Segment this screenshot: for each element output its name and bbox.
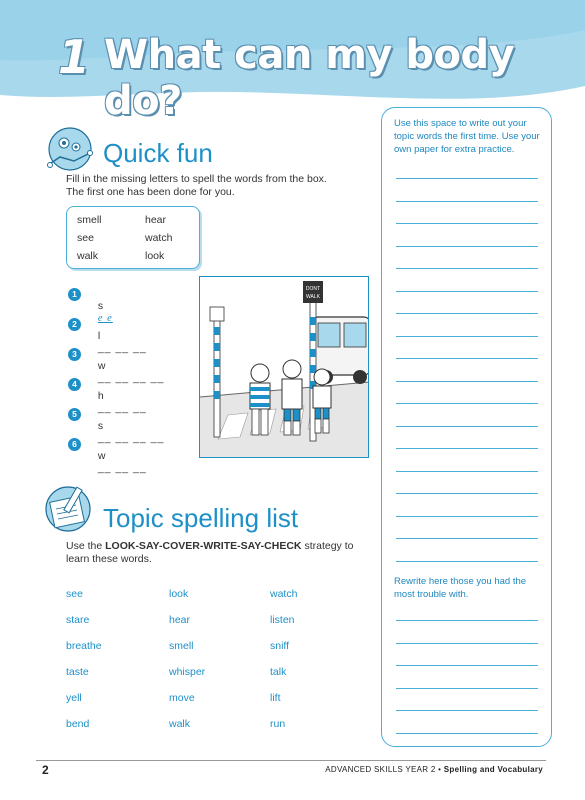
question-blanks: __ __ __ (97, 462, 147, 474)
writing-line[interactable] (396, 643, 538, 644)
quick-fun-icon (40, 125, 98, 177)
spelling-word: breathe (66, 640, 102, 652)
spelling-word: stare (66, 614, 90, 626)
chapter-number: 1 (58, 30, 91, 84)
writing-line[interactable] (396, 688, 538, 689)
sign-text-dont: DONT (305, 286, 321, 292)
spelling-word: bend (66, 718, 90, 730)
spelling-word: look (169, 588, 189, 600)
writing-line[interactable] (396, 358, 538, 359)
writing-line[interactable] (396, 733, 538, 734)
street-crossing-illustration (199, 276, 369, 458)
writing-line[interactable] (396, 710, 538, 711)
word-box-item: look (145, 250, 165, 262)
question-start-letter: l (97, 330, 102, 342)
writing-line[interactable] (396, 336, 538, 337)
question-number: 3 (68, 348, 81, 361)
topic-spelling-list-title: Topic spelling list (103, 503, 299, 533)
question-blanks: __ __ __ (97, 342, 147, 354)
word-box-item: watch (145, 232, 173, 244)
question-blanks: __ __ __ (97, 402, 147, 414)
spelling-word: watch (270, 588, 298, 600)
spelling-word: listen (270, 614, 295, 626)
question-start-letter: w (97, 360, 107, 372)
writing-line[interactable] (396, 516, 538, 517)
book-title: ADVANCED SKILLS YEAR 2 (325, 765, 436, 774)
writing-line[interactable] (396, 178, 538, 179)
writing-line[interactable] (396, 426, 538, 427)
footer-divider (36, 760, 546, 761)
writing-line[interactable] (396, 268, 538, 269)
sign-text-walk: WALK (306, 294, 320, 300)
writing-line[interactable] (396, 665, 538, 666)
instructions-line-1: Fill in the missing letters to spell the words from the box. (66, 173, 327, 185)
question-number: 4 (68, 378, 81, 391)
page-number: 2 (42, 763, 49, 777)
footer-book-info (325, 765, 543, 774)
spelling-word: lift (270, 692, 281, 704)
spelling-word: yell (66, 692, 82, 704)
notepad-pencil-icon (40, 483, 98, 535)
page-title: What can my body do? (104, 32, 515, 124)
spelling-word: walk (169, 718, 191, 730)
spelling-word: run (270, 718, 286, 730)
question-start-letter: s (97, 300, 105, 312)
topic-list-instructions (66, 540, 353, 566)
word-box-item: smell (77, 214, 102, 226)
writing-line[interactable] (396, 381, 538, 382)
quick-fun-instructions (66, 173, 327, 199)
question-blanks: __ __ __ __ (97, 432, 165, 444)
writing-line[interactable] (396, 403, 538, 404)
writing-practice-panel (381, 107, 552, 747)
spelling-word: taste (66, 666, 89, 678)
question-answer[interactable] (90, 438, 147, 474)
spelling-word: hear (169, 614, 191, 626)
writing-line[interactable] (396, 246, 538, 247)
footer-bullet: • (438, 765, 442, 774)
writing-line[interactable] (396, 313, 538, 314)
strategy-name: LOOK-SAY-COVER-WRITE-SAY-CHECK (105, 540, 302, 552)
spelling-word: smell (169, 640, 194, 652)
spelling-word: whisper (169, 666, 206, 678)
spelling-word: see (66, 588, 83, 600)
question-start-letter: s (97, 420, 105, 432)
question-blanks: __ __ __ __ (97, 372, 165, 384)
instructions-line-2: learn these words. (66, 553, 152, 565)
spelling-word: sniff (270, 640, 290, 652)
writing-line[interactable] (396, 538, 538, 539)
word-box-item: walk (77, 250, 99, 262)
panel-instructions-bottom: Rewrite here those you had the most trouble with. (394, 576, 527, 600)
question-number: 2 (68, 318, 81, 331)
word-box-item: hear (145, 214, 167, 226)
writing-line[interactable] (396, 493, 538, 494)
spelling-word: talk (270, 666, 287, 678)
question-filled-letters: e e (97, 313, 113, 324)
panel-instructions-top: Use this space to write out your topic words the first time. Use your own paper for extra practice. (394, 118, 540, 155)
writing-line[interactable] (396, 620, 538, 621)
spelling-word: move (169, 692, 195, 704)
question-number: 5 (68, 408, 81, 421)
word-box-item: see (77, 232, 94, 244)
writing-line[interactable] (396, 223, 538, 224)
question-number: 6 (68, 438, 81, 451)
question-start-letter: h (97, 390, 105, 402)
book-subject: Spelling and Vocabulary (443, 765, 543, 774)
question-number: 1 (68, 288, 81, 301)
writing-line[interactable] (396, 291, 538, 292)
instructions-line-2: The first one has been done for you. (66, 186, 235, 198)
writing-line[interactable] (396, 448, 538, 449)
writing-line[interactable] (396, 201, 538, 202)
writing-line[interactable] (396, 561, 538, 562)
question-start-letter: w (97, 450, 107, 462)
word-box (66, 206, 200, 269)
instructions-line-1: Use the LOOK-SAY-COVER-WRITE-SAY-CHECK strategy to (66, 540, 354, 552)
writing-line[interactable] (396, 471, 538, 472)
quick-fun-title: Quick fun (103, 138, 213, 168)
